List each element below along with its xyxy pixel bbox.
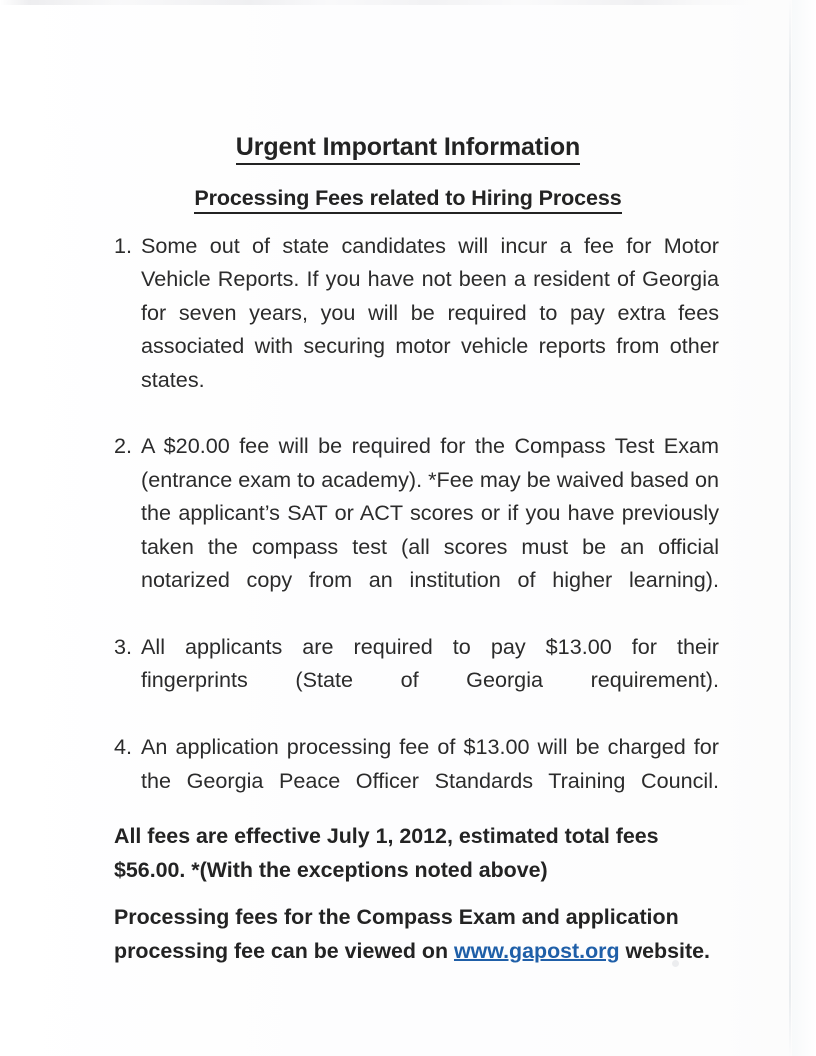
list-item-text: An application processing fee of $13.00 will be charged for the Georgia Peace Officer Standards Training Council. <box>141 734 719 793</box>
gapost-website-link[interactable]: www.gapost.org <box>453 938 620 963</box>
list-item <box>114 429 719 629</box>
fee-list <box>114 229 719 830</box>
list-item-text: All applicants are required to pay $13.00 for their fingerprints (State of Georgia requirement). <box>141 633 719 693</box>
list-item-marker: 3. <box>114 633 133 659</box>
list-item-text: A $20.00 fee will be required for the Compass Test Exam (entrance exam to academy). *Fee may be waived based on the applicant’s SAT or ACT scores or if you have previously taken the compass test (all scores must be an official notarized copy from an institution of higher learning). <box>141 433 719 593</box>
page-subtitle-text: Processing Fees related to Hiring Process <box>194 186 621 214</box>
list-item-text: Some out of state candidates will incur a fee for Motor Vehicle Reports. If you have not been a resident of Georgia for seven years, you will be required to pay extra fees associated with securing motor vehicle reports from other states. <box>141 233 719 392</box>
total-fees-paragraph: All fees are effective July 1, 2012, estimated total fees $56.00. *(With the exceptions noted above) <box>114 824 659 882</box>
page-title <box>0 133 816 162</box>
list-item-marker: 2. <box>114 433 133 459</box>
list-item <box>114 229 719 429</box>
list-item <box>114 630 719 730</box>
list-item-marker: 1. <box>114 233 133 258</box>
list-item <box>114 730 719 830</box>
website-reference-paragraph <box>114 901 724 968</box>
list-item-marker: 4. <box>114 734 133 760</box>
page-title-text: Urgent Important Information <box>236 133 580 165</box>
website-paragraph-trailing-text: website. <box>619 938 710 963</box>
scan-top-edge-artifact <box>0 0 760 5</box>
page-subtitle <box>0 186 816 211</box>
website-paragraph-lead-text: Processing fees for the Compass Exam and application processing fee can be viewed on <box>114 905 679 963</box>
